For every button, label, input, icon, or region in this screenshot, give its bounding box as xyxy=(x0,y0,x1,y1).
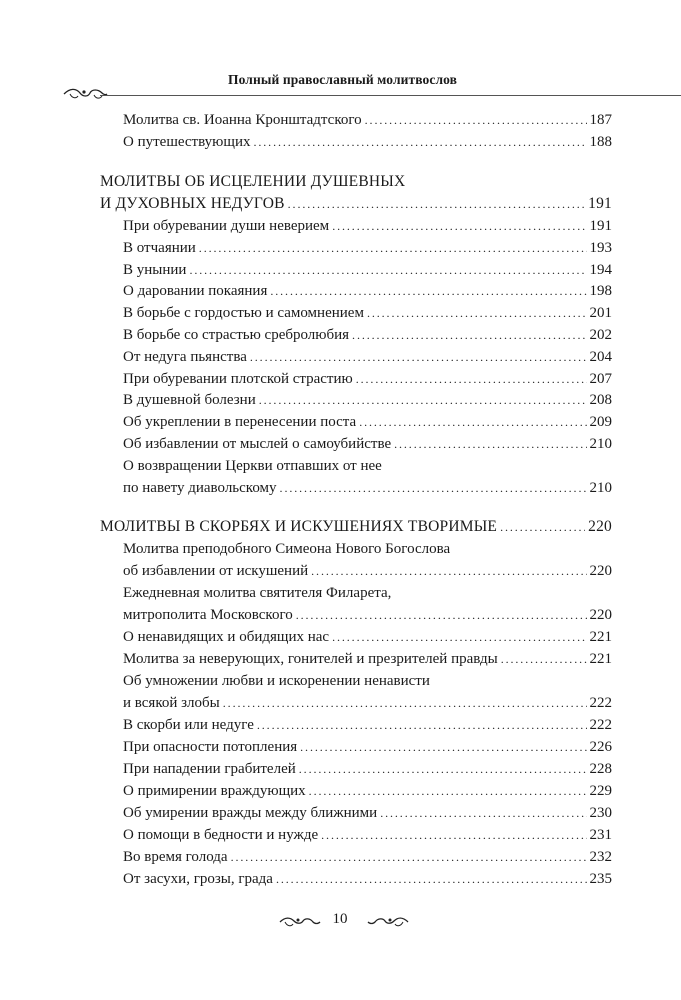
toc-entry-line xyxy=(123,132,612,152)
toc-entry-line xyxy=(123,627,612,647)
toc-entry-title: Об умножении любви и искоренении ненависти xyxy=(123,673,430,689)
toc-entry-title: От засухи, грозы, града xyxy=(123,871,273,887)
toc-entry-line xyxy=(123,605,612,625)
toc-section-line xyxy=(100,517,612,537)
toc-entry-title: О примирении враждующих xyxy=(123,783,306,799)
toc-page-number: 209 xyxy=(589,414,612,430)
dot-leader xyxy=(309,781,587,801)
dot-leader xyxy=(199,238,587,258)
toc-page-number: 210 xyxy=(589,480,612,496)
dot-leader xyxy=(332,627,586,647)
dot-leader xyxy=(280,478,587,498)
toc-page-number: 220 xyxy=(589,607,612,623)
running-header xyxy=(0,0,681,110)
toc-entry-title: О помощи в бедности и нужде xyxy=(123,827,319,843)
dot-leader xyxy=(231,847,587,867)
toc-entry-line xyxy=(123,325,612,345)
dot-leader xyxy=(299,759,587,779)
toc-page-number: 208 xyxy=(589,392,612,408)
dot-leader xyxy=(276,869,587,889)
toc-entry-line xyxy=(123,110,612,130)
toc-entry-title: и всякой злобы xyxy=(123,695,220,711)
toc-entry-line xyxy=(123,281,612,301)
toc-page-number: 207 xyxy=(589,371,612,387)
toc-entry-title: Об избавлении от мыслей о самоубийстве xyxy=(123,436,392,452)
toc-page-number: 221 xyxy=(589,651,612,667)
toc-entry-line xyxy=(123,412,612,432)
dot-leader xyxy=(311,561,586,581)
toc-page-number: 232 xyxy=(589,849,612,865)
dot-leader xyxy=(288,194,586,214)
toc-entry-title: От недуга пьянства xyxy=(123,349,247,365)
toc-page-number: 201 xyxy=(589,305,612,321)
toc-entry-title: Молитва св. Иоанна Кронштадтского xyxy=(123,112,362,128)
toc-entry-title: О даровании покаяния xyxy=(123,283,268,299)
toc-entry-line xyxy=(123,260,612,280)
toc-entry-title: Молитва за неверующих, гонителей и презрителей правды xyxy=(123,651,498,667)
toc-page-number: 188 xyxy=(589,134,612,150)
page-footer xyxy=(0,900,681,940)
toc-page-number: 230 xyxy=(589,805,612,821)
toc-entry-line xyxy=(123,737,612,757)
dot-leader xyxy=(270,281,586,301)
toc-entry-line xyxy=(123,456,612,476)
toc-entry-line xyxy=(123,390,612,410)
toc-entry-title: О путешествующих xyxy=(123,134,251,150)
toc-entry-line xyxy=(123,715,612,735)
dot-leader xyxy=(359,412,586,432)
toc-page-number: 220 xyxy=(588,518,612,535)
toc-entry-line xyxy=(123,478,612,498)
toc-entry-title: митрополита Московского xyxy=(123,607,293,623)
toc-entry-title: В скорби или недуге xyxy=(123,717,254,733)
toc-entry-line xyxy=(123,759,612,779)
toc-entry-line xyxy=(123,238,612,258)
toc-entry-line xyxy=(123,369,612,389)
toc-entry-title: Молитва преподобного Симеона Нового Богослова xyxy=(123,541,451,557)
toc-entry-line xyxy=(123,671,612,691)
header-rule xyxy=(100,95,681,96)
toc-entry-line xyxy=(123,869,612,889)
toc-page-number: 210 xyxy=(589,436,612,452)
toc-entry-line xyxy=(123,825,612,845)
toc-entry-title: О ненавидящих и обидящих нас xyxy=(123,629,330,645)
dot-leader xyxy=(500,517,585,537)
toc-entry-title: В борьбе с гордостью и самомнением xyxy=(123,305,364,321)
toc-entry-line xyxy=(123,216,612,236)
toc-page-number: 222 xyxy=(589,695,612,711)
dot-leader xyxy=(365,110,587,130)
toc-page-number: 226 xyxy=(589,739,612,755)
dot-leader xyxy=(189,260,586,280)
dot-leader xyxy=(257,715,587,735)
toc-page-number: 231 xyxy=(589,827,612,843)
toc-entry-line xyxy=(123,803,612,823)
running-header-title: Полный православный молитвослов xyxy=(228,72,458,87)
toc-entry-title: В борьбе со страстью сребролюбия xyxy=(123,327,350,343)
toc-page-number: 191 xyxy=(589,218,612,234)
toc-entry-line xyxy=(123,693,612,713)
flourish-ornament-icon xyxy=(62,84,108,104)
toc-entry-title: Об умирении вражды между ближними xyxy=(123,805,378,821)
toc-page-number: 228 xyxy=(589,761,612,777)
toc-page-number: 194 xyxy=(589,262,612,278)
toc-page-number: 193 xyxy=(589,240,612,256)
dot-leader xyxy=(300,737,586,757)
flourish-right-icon xyxy=(367,914,409,930)
toc-entry-line xyxy=(123,649,612,669)
dot-leader xyxy=(356,369,587,389)
toc-page-number: 221 xyxy=(589,629,612,645)
dot-leader xyxy=(253,132,586,152)
toc-page-number: 220 xyxy=(589,563,612,579)
toc-entry-title: об избавлении от искушений xyxy=(123,563,309,579)
toc-entry-title: по навету диавольскому xyxy=(123,480,277,496)
toc-entry-line xyxy=(123,561,612,581)
dot-leader xyxy=(501,649,587,669)
dot-leader xyxy=(259,390,587,410)
page-number: 10 xyxy=(332,911,348,927)
flourish-left-icon xyxy=(279,914,321,930)
toc-page-number: 198 xyxy=(589,283,612,299)
toc-page-number: 204 xyxy=(589,349,612,365)
dot-leader xyxy=(250,347,587,367)
toc-entry-title: МОЛИТВЫ В СКОРБЯХ И ИСКУШЕНИЯХ ТВОРИМЫЕ xyxy=(100,518,498,535)
dot-leader xyxy=(296,605,587,625)
dot-leader xyxy=(223,693,587,713)
toc-page-number: 235 xyxy=(589,871,612,887)
toc-entry-line xyxy=(123,847,612,867)
toc-entry-line xyxy=(123,347,612,367)
toc-page-number: 187 xyxy=(589,112,612,128)
dot-leader xyxy=(332,216,586,236)
toc-entry-title: МОЛИТВЫ ОБ ИСЦЕЛЕНИИ ДУШЕВНЫХ xyxy=(100,173,406,190)
toc-entry-line xyxy=(123,781,612,801)
dot-leader xyxy=(367,303,587,323)
toc-entry-line xyxy=(123,539,612,559)
toc-entry-line xyxy=(123,583,612,603)
toc-entry-title: При обуревании души неверием xyxy=(123,218,330,234)
toc-page-number: 229 xyxy=(589,783,612,799)
dot-leader xyxy=(321,825,586,845)
dot-leader xyxy=(380,803,586,823)
toc-section-line xyxy=(100,172,612,192)
toc-entry-title: При обуревании плотской страстию xyxy=(123,371,353,387)
toc-entry-line xyxy=(123,434,612,454)
toc-entry-title: В отчаянии xyxy=(123,240,196,256)
toc-page-number: 202 xyxy=(589,327,612,343)
toc-entry-title: И ДУХОВНЫХ НЕДУГОВ xyxy=(100,195,285,212)
dot-leader xyxy=(352,325,586,345)
toc-entry-title: Во время голода xyxy=(123,849,228,865)
dot-leader xyxy=(394,434,586,454)
toc-entry-title: При нападении грабителей xyxy=(123,761,296,777)
toc-section-line xyxy=(100,194,612,214)
toc-entry-title: В душевной болезни xyxy=(123,392,256,408)
toc-entry-title: О возвращении Церкви отпавших от нее xyxy=(123,458,382,474)
toc-page-number: 191 xyxy=(588,195,612,212)
toc-entry-title: Об укреплении в перенесении поста xyxy=(123,414,357,430)
toc-entry-line xyxy=(123,303,612,323)
toc-entry-title: В унынии xyxy=(123,262,187,278)
toc-entry-title: При опасности потопления xyxy=(123,739,298,755)
toc-entry-title: Ежедневная молитва святителя Филарета, xyxy=(123,585,392,601)
toc-page-number: 222 xyxy=(589,717,612,733)
